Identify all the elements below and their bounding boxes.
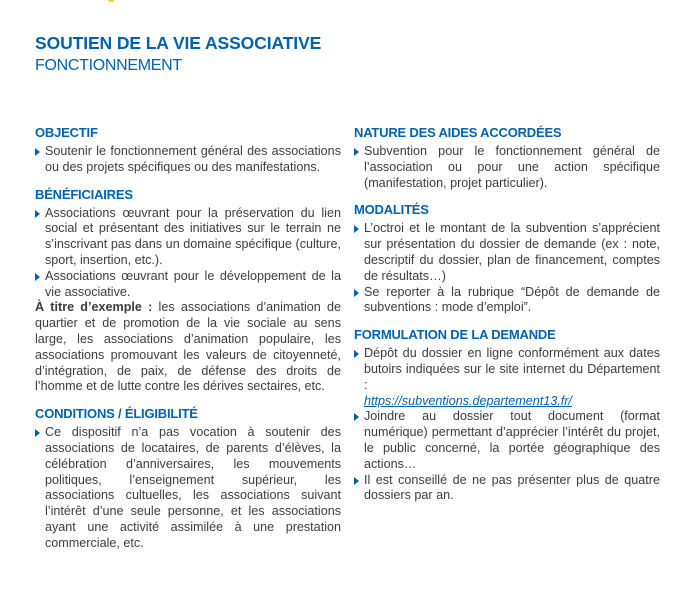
left-column bbox=[35, 124, 341, 562]
example-paragraph: À titre d’exemple : les associations d’animation de quartier et de promotion de la vie sociale au sens large, les associations d’animation populaire, les associations promouvant les valeurs de citoyenneté, d’intégration, de paix, de défense des droits de l’homme et de lutte contre les dérives sectaires, etc. bbox=[35, 300, 341, 394]
bullet-icon bbox=[354, 477, 359, 485]
bullet-icon bbox=[354, 350, 359, 358]
list-item: Subvention pour le fonctionnement général de l’association ou pour une action spécifique (manifestation, projet particulier). bbox=[354, 144, 660, 191]
bullet-icon bbox=[35, 148, 40, 156]
bullet-icon bbox=[354, 289, 359, 297]
page-title: SOUTIEN DE LA VIE ASSOCIATIVE bbox=[35, 33, 322, 53]
section-objectif bbox=[35, 124, 341, 176]
bullet-icon bbox=[35, 429, 40, 437]
list-item: Se reporter à la rubrique “Dépôt de demande de subventions : mode d’emploi”. bbox=[354, 285, 660, 317]
heading-beneficiaires: BÉNÉFICIAIRES bbox=[35, 186, 133, 202]
section-nature bbox=[354, 124, 660, 191]
list-item: Dépôt du dossier en ligne conformément aux dates butoirs indiquées sur le site internet du Département : https://subventions.departement13.fr/ bbox=[354, 346, 660, 409]
list-item: Associations œuvrant pour la préservation du lien social et présentant des initiatives sur le terrain ne s’inscrivant pas dans un domaine spécifique (culture, sport, insertion, etc.). bbox=[35, 206, 341, 269]
list-item: Soutenir le fonctionnement général des associations ou des projets spécifiques ou des manifestations. bbox=[35, 144, 341, 176]
example-label: À titre d’exemple : bbox=[35, 300, 153, 315]
right-column bbox=[354, 124, 660, 514]
heading-nature: NATURE DES AIDES ACCORDÉES bbox=[354, 125, 562, 140]
page-subtitle: FONCTIONNEMENT bbox=[35, 57, 182, 74]
section-formulation bbox=[354, 326, 660, 504]
list-item: Joindre au dossier tout document (format numérique) permettant d’apprécier l’intérêt du projet, le public concerné, la portée géographique des actions… bbox=[354, 409, 660, 472]
section-conditions bbox=[35, 405, 341, 551]
heading-formulation: FORMULATION DE LA DEMANDE bbox=[354, 327, 556, 343]
heading-modalites: MODALITÉS bbox=[354, 202, 429, 218]
list-item: L’octroi et le montant de la subvention s’apprécient sur présentation du dossier de demande (ex : note, descriptif du dossier, plan de financement, comptes de résultats…) bbox=[354, 221, 660, 284]
bullet-icon bbox=[354, 413, 359, 421]
heading-conditions: CONDITIONS / ÉLIGIBILITÉ bbox=[35, 406, 198, 422]
bullet-icon bbox=[354, 225, 359, 233]
heading-objectif: OBJECTIF bbox=[35, 125, 98, 140]
bullet-icon bbox=[35, 273, 40, 281]
section-beneficiaires bbox=[35, 186, 341, 396]
accent-mark bbox=[108, 0, 114, 2]
bullet-icon bbox=[354, 148, 359, 156]
subventions-link[interactable]: https://subventions.departement13.fr/ bbox=[364, 393, 572, 408]
list-item: Ce dispositif n’a pas vocation à soutenir des associations de locataires, de parents d’élèves, la célébration d’anniversaires, les mouvements politiques, l’enseignement supérieur, les associations cultuelles, les associations suivant l’intérêt d’une seule personne, et les associations ayant une activité assimilée à une prestation commerciale, etc. bbox=[35, 425, 341, 551]
list-item: Associations œuvrant pour le développement de la vie associative. bbox=[35, 269, 341, 301]
list-item: Il est conseillé de ne pas présenter plus de quatre dossiers par an. bbox=[354, 473, 660, 505]
bullet-icon bbox=[35, 210, 40, 218]
section-modalites bbox=[354, 201, 660, 316]
